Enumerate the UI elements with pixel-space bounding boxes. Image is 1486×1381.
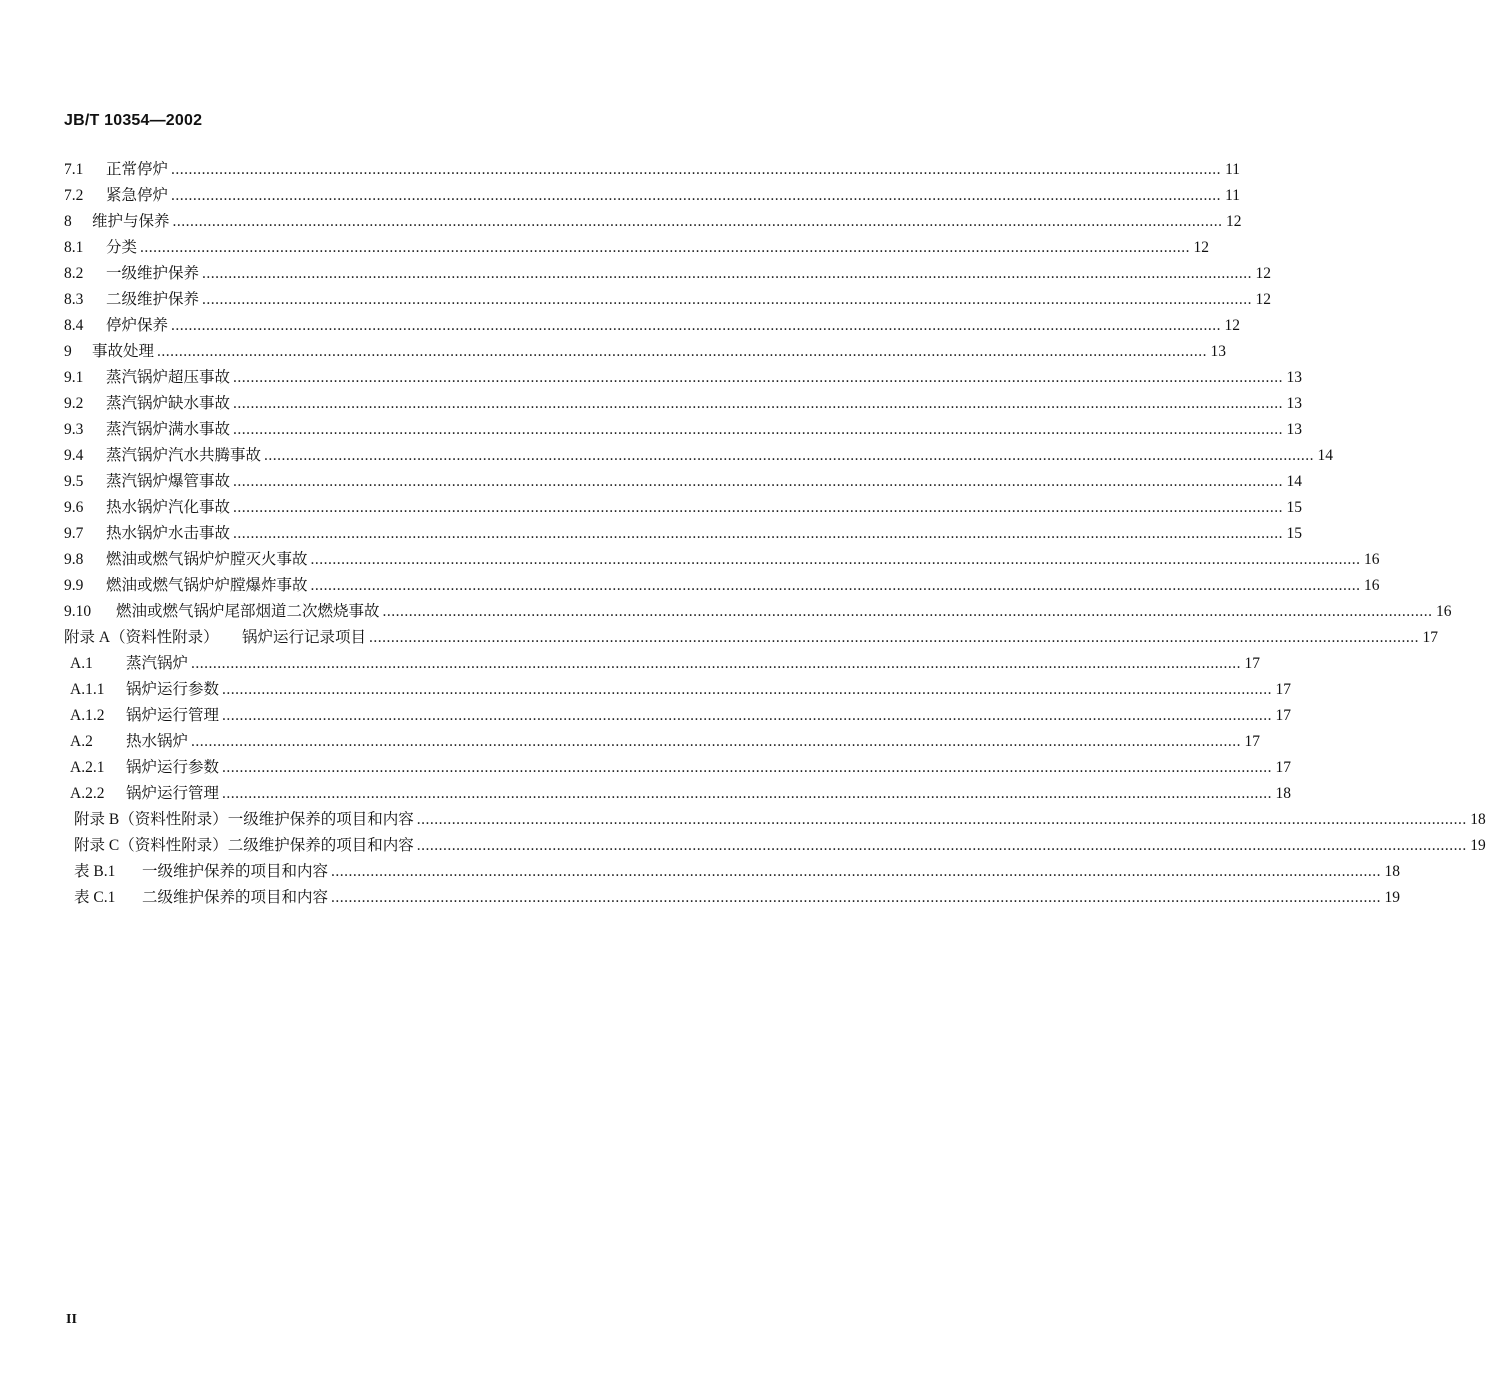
toc-entry-number: 8.1 [64,239,84,256]
toc-entry-page: 14 [1317,447,1334,464]
toc-entry[interactable] [64,574,1380,598]
dot-leader: ................................................................................................................................................................................................................................................ [310,551,1361,568]
toc-entry[interactable] [64,808,1486,832]
toc-entry-title: 锅炉运行记录项目 [242,629,367,646]
toc-entry[interactable] [64,392,1303,416]
toc-entry-title: 蒸汽锅炉缺水事故 [106,395,231,412]
toc-entry-title: 二级维护保养的项目和内容 [142,889,329,906]
toc-entry-title: 一级维护保养 [106,265,200,282]
toc-entry-page: 12 [1226,213,1242,230]
toc-entry-page: 19 [1384,889,1401,906]
toc-entry-number: 表 B.1 [74,863,116,880]
toc-entry[interactable] [64,782,1292,806]
toc-entry-title: 蒸汽锅炉爆管事故 [106,473,231,490]
toc-entry-number: A.2.1 [70,759,105,776]
toc-entry-page: 13 [1286,395,1303,412]
toc-entry-number: A.2.2 [70,785,105,802]
toc-entry-number: 9 [64,343,72,360]
dot-leader: ................................................................................................................................................................................................................................................ [222,707,1273,724]
toc-entry-title: 热水锅炉汽化事故 [106,499,231,516]
toc-entry-page: 13 [1210,343,1227,360]
document-code: JB/T 10354—2002 [64,112,203,129]
dot-leader: ................................................................................................................................................................................................................................................ [202,291,1253,308]
toc-entry[interactable] [64,158,1241,182]
toc-entry-number: 9.8 [64,551,84,568]
toc-entry-number: 8.2 [64,265,84,282]
dot-leader: ................................................................................................................................................................................................................................................ [171,187,1222,204]
toc-entry-number: A.2 [70,733,93,750]
dot-leader: ................................................................................................................................................................................................................................................ [416,811,1467,828]
toc-entry-page: 13 [1286,421,1303,438]
toc-entry[interactable] [64,756,1292,780]
dot-leader: ................................................................................................................................................................................................................................................ [233,395,1284,412]
toc-entry-page: 13 [1286,369,1303,386]
dot-leader: ................................................................................................................................................................................................................................................ [222,785,1273,802]
toc-entry-number: A.1.2 [70,707,105,724]
toc-entry[interactable] [64,366,1303,390]
toc-entry[interactable] [64,262,1272,286]
toc-entry-title: 热水锅炉水击事故 [106,525,231,542]
dot-leader: ................................................................................................................................................................................................................................................ [140,239,1191,256]
toc-entry[interactable] [64,678,1292,702]
toc-entry-title: 蒸汽锅炉汽水共腾事故 [106,447,262,464]
toc-entry-page: 12 [1255,265,1272,282]
dot-leader: ................................................................................................................................................................................................................................................ [171,317,1222,334]
toc-entry-number: 9.9 [64,577,84,594]
toc-entry-number: 附录 B（资料性附录） [74,811,228,828]
toc-entry-number: 9.5 [64,473,84,490]
toc-entry-title: 紧急停炉 [106,187,169,204]
toc-entry[interactable] [64,522,1303,546]
toc-entry-title: 维护与保养 [92,213,170,230]
toc-entry-number: 9.10 [64,603,92,620]
page-number: II [66,1312,77,1327]
toc-entry[interactable] [64,860,1401,884]
toc-entry-page: 17 [1275,707,1292,724]
toc-entry-page: 17 [1244,655,1261,672]
toc-entry-page: 17 [1275,759,1292,776]
dot-leader: ................................................................................................................................................................................................................................................ [369,629,1420,646]
toc-entry-number: 8.4 [64,317,84,334]
dot-leader: ................................................................................................................................................................................................................................................ [233,369,1284,386]
toc-entry-title: 蒸汽锅炉满水事故 [106,421,231,438]
toc-entry[interactable] [64,444,1334,468]
toc-entry[interactable] [64,314,1241,338]
toc-entry-number: A.1 [70,655,93,672]
dot-leader: ................................................................................................................................................................................................................................................ [202,265,1253,282]
toc-entry[interactable] [64,418,1303,442]
toc-entry[interactable] [64,834,1486,858]
toc-entry-page: 18 [1470,811,1486,828]
toc-entry-title: 锅炉运行参数 [126,759,220,776]
dot-leader: ................................................................................................................................................................................................................................................ [233,421,1284,438]
toc-entry-title: 蒸汽锅炉超压事故 [106,369,231,386]
toc-entry-number: 9.2 [64,395,84,412]
toc-entry-title: 正常停炉 [106,161,169,178]
toc-entry-page: 12 [1193,239,1210,256]
toc-entry-page: 12 [1224,317,1241,334]
toc-entry-page: 18 [1384,863,1401,880]
toc-entry-page: 15 [1286,525,1303,542]
toc-entry-page: 15 [1286,499,1303,516]
toc-entry[interactable] [64,704,1292,728]
toc-entry-page: 11 [1225,187,1241,204]
toc-entry-number: 附录 C（资料性附录） [74,837,228,854]
toc-entry-title: 燃油或燃气锅炉炉膛爆炸事故 [106,577,308,594]
toc-entry[interactable] [64,470,1303,494]
toc-entry-page: 19 [1470,837,1486,854]
toc-entry[interactable] [64,600,1452,624]
toc-entry-title: 锅炉运行管理 [126,707,220,724]
toc-entry-title: 一级维护保养的项目和内容 [227,811,414,828]
toc-entry[interactable] [64,886,1401,910]
toc-entry-number: 9.7 [64,525,84,542]
dot-leader: ................................................................................................................................................................................................................................................ [222,681,1273,698]
dot-leader: ................................................................................................................................................................................................................................................ [264,447,1315,464]
toc-entry[interactable] [64,548,1380,572]
toc-entry-title: 燃油或燃气锅炉炉膛灭火事故 [106,551,308,568]
toc-entry-title: 一级维护保养的项目和内容 [142,863,329,880]
toc-entry-number: 9.6 [64,499,84,516]
dot-leader: ................................................................................................................................................................................................................................................ [233,499,1284,516]
toc-entry-title: 燃油或燃气锅炉尾部烟道二次燃烧事故 [116,603,380,620]
dot-leader: ................................................................................................................................................................................................................................................ [382,603,1433,620]
toc-entry-number: 7.1 [64,161,84,178]
dot-leader: ................................................................................................................................................................................................................................................ [157,343,1208,360]
dot-leader: ................................................................................................................................................................................................................................................ [191,733,1242,750]
toc-entry-page: 16 [1364,577,1380,594]
toc-entry-title: 停炉保养 [106,317,169,334]
toc-entry-title: 二级维护保养 [106,291,200,308]
toc-entry[interactable] [64,340,1227,364]
toc-entry-page: 11 [1225,161,1241,178]
toc-entry-number: 9.3 [64,421,84,438]
dot-leader: ................................................................................................................................................................................................................................................ [310,577,1361,594]
toc-entry-page: 17 [1244,733,1261,750]
toc-entry-number: 7.2 [64,187,84,204]
toc-entry-page: 17 [1275,681,1292,698]
toc-entry-title: 锅炉运行参数 [126,681,220,698]
toc-entry-page: 16 [1364,551,1380,568]
toc-entry-page: 12 [1255,291,1272,308]
toc-entry-page: 17 [1422,629,1439,646]
dot-leader: ................................................................................................................................................................................................................................................ [172,213,1223,230]
dot-leader: ................................................................................................................................................................................................................................................ [331,889,1382,906]
toc-entry-page: 16 [1436,603,1452,620]
dot-leader: ................................................................................................................................................................................................................................................ [233,473,1284,490]
toc-entry[interactable] [64,626,1439,650]
toc-entry-number: A.1.1 [70,681,105,698]
toc-entry-number: 表 C.1 [74,889,116,906]
toc-entry[interactable] [64,730,1261,754]
dot-leader: ................................................................................................................................................................................................................................................ [171,161,1222,178]
toc-entry-title: 事故处理 [92,343,155,360]
toc-entry-title: 热水锅炉 [126,733,189,750]
toc-entry[interactable] [64,652,1261,676]
dot-leader: ................................................................................................................................................................................................................................................ [222,759,1273,776]
toc-entry[interactable] [64,496,1303,520]
toc-entry-page: 18 [1275,785,1292,802]
toc-entry-number: 9.1 [64,369,84,386]
toc-entry-title: 蒸汽锅炉 [126,655,189,672]
toc-entry-number: 8 [64,213,72,230]
dot-leader: ................................................................................................................................................................................................................................................ [416,837,1467,854]
toc-entry-number: 附录 A（资料性附录） [64,629,219,646]
toc-entry-page: 14 [1286,473,1303,490]
toc-entry-title: 分类 [106,239,138,256]
dot-leader: ................................................................................................................................................................................................................................................ [191,655,1242,672]
toc-entry[interactable] [64,184,1241,208]
toc-entry-number: 8.3 [64,291,84,308]
toc-entry-number: 9.4 [64,447,84,464]
toc-entry[interactable] [64,210,1242,234]
dot-leader: ................................................................................................................................................................................................................................................ [233,525,1284,542]
toc-entry[interactable] [64,288,1272,312]
dot-leader: ................................................................................................................................................................................................................................................ [331,863,1382,880]
toc-entry-title: 锅炉运行管理 [126,785,220,802]
toc-entry[interactable] [64,236,1210,260]
toc-entry-title: 二级维护保养的项目和内容 [227,837,414,854]
